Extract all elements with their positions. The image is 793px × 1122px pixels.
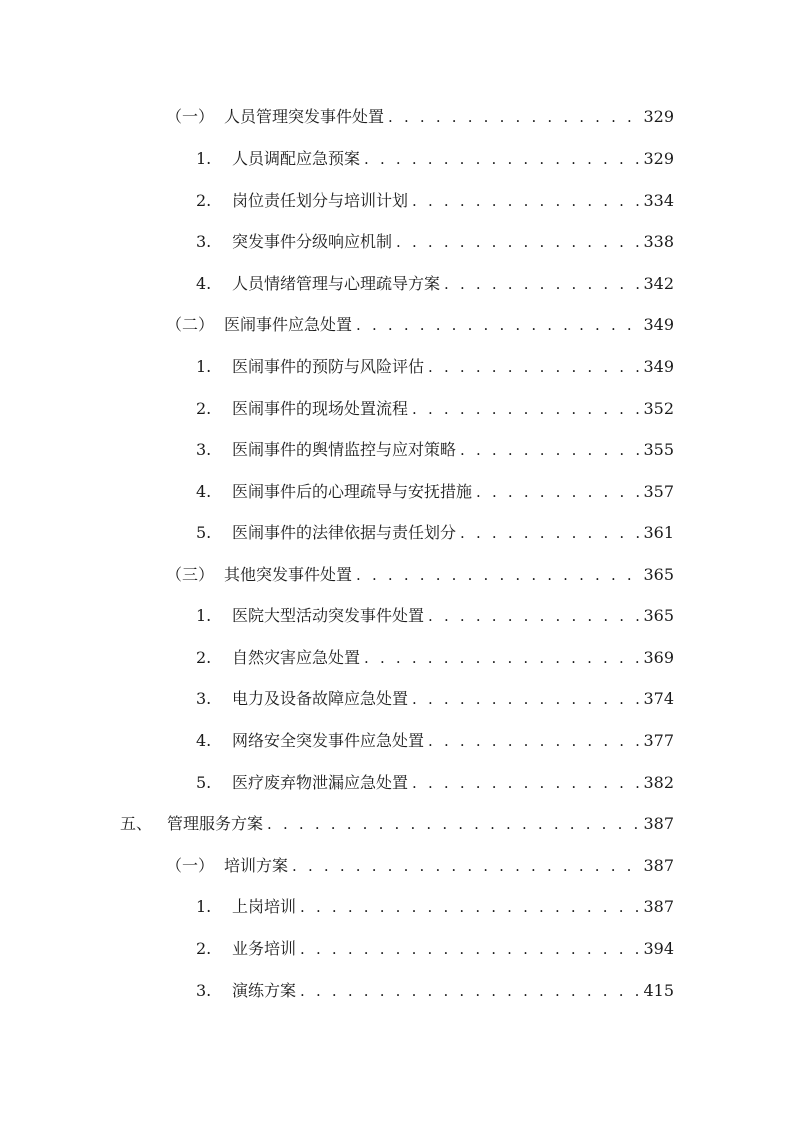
toc-entry-page: 415 [643, 981, 674, 1000]
toc-entry[interactable] [166, 313, 674, 337]
toc-entry[interactable] [196, 355, 674, 379]
toc-entry-number: 4. [196, 482, 212, 501]
toc-entry-title: 医闹事件的舆情监控与应对策略 [232, 440, 457, 459]
toc-dot-leader [300, 979, 639, 1003]
toc-entry[interactable] [196, 771, 674, 795]
toc-entry-page: 338 [643, 232, 674, 251]
toc-entry-number: （一） [166, 856, 215, 875]
toc-dot-leader [412, 397, 639, 421]
toc-entry[interactable] [196, 895, 674, 919]
toc-entry-number: 1. [196, 149, 212, 168]
toc-entry-title: 岗位责任划分与培训计划 [232, 191, 409, 210]
toc-entry-number: 五、 [120, 814, 153, 833]
toc-entry-title: 自然灾害应急处置 [232, 648, 361, 667]
toc-entry-number: 2. [196, 648, 212, 667]
toc-entry-number: 1. [196, 606, 212, 625]
toc-entry-title: 医闹事件应急处置 [224, 315, 353, 334]
toc-entry[interactable] [196, 979, 674, 1003]
toc-entry-page: 387 [643, 897, 674, 916]
toc-entry-number: 3. [196, 232, 212, 251]
toc-dot-leader [412, 771, 639, 795]
toc-entry-page: 361 [643, 523, 674, 542]
toc-entry[interactable] [196, 147, 674, 171]
toc-dot-leader [460, 438, 639, 462]
toc-dot-leader [428, 729, 639, 753]
toc-dot-leader [300, 895, 639, 919]
toc-entry-page: 394 [643, 939, 674, 958]
toc-entry-number: 5. [196, 523, 212, 542]
toc-entry-page: 377 [643, 731, 674, 750]
toc-entry-title: 人员管理突发事件处置 [224, 107, 385, 126]
toc-entry-title: 医闹事件的预防与风险评估 [232, 357, 425, 376]
toc-entry-title: 人员情绪管理与心理疏导方案 [232, 274, 441, 293]
toc-dot-leader [412, 687, 639, 711]
toc-entry[interactable] [120, 812, 674, 836]
toc-dot-leader [364, 147, 639, 171]
toc-entry-title: 电力及设备故障应急处置 [232, 689, 409, 708]
toc-entry[interactable] [196, 729, 674, 753]
toc-entry-page: 357 [643, 482, 674, 501]
toc-entry-number: 2. [196, 191, 212, 210]
toc-entry[interactable] [196, 480, 674, 504]
toc-entry-page: 374 [643, 689, 674, 708]
toc-entry-number: 1. [196, 357, 212, 376]
toc-entry-number: 3. [196, 689, 212, 708]
toc-entry-page: 329 [643, 149, 674, 168]
toc-entry-title: 培训方案 [224, 856, 289, 875]
toc-dot-leader [300, 937, 639, 961]
toc-entry-page: 387 [643, 856, 674, 875]
toc-entry-number: 3. [196, 981, 212, 1000]
toc-entry-page: 387 [643, 814, 674, 833]
toc-entry-number: 2. [196, 939, 212, 958]
toc-entry[interactable] [196, 687, 674, 711]
toc-entry-title: 业务培训 [232, 939, 297, 958]
toc-entry[interactable] [196, 438, 674, 462]
toc-dot-leader [292, 854, 639, 878]
toc-dot-leader [428, 355, 639, 379]
toc-entry-number: 1. [196, 897, 212, 916]
toc-dot-leader [444, 272, 639, 296]
toc-dot-leader [364, 646, 639, 670]
toc-entry-page: 369 [643, 648, 674, 667]
toc-entry[interactable] [196, 646, 674, 670]
toc-dot-leader [356, 313, 639, 337]
toc-dot-leader [388, 105, 639, 129]
toc-dot-leader [356, 563, 639, 587]
toc-entry[interactable] [196, 521, 674, 545]
toc-entry-title: 上岗培训 [232, 897, 297, 916]
toc-dot-leader [412, 189, 639, 213]
toc-entry-title: 医闹事件的法律依据与责任划分 [232, 523, 457, 542]
toc-entry-number: 5. [196, 773, 212, 792]
toc-entry-title: 医闹事件的现场处置流程 [232, 399, 409, 418]
toc-entry-title: 医院大型活动突发事件处置 [232, 606, 425, 625]
toc-entry-page: 349 [643, 357, 674, 376]
toc-entry-title: 管理服务方案 [167, 814, 264, 833]
toc-dot-leader [460, 521, 639, 545]
toc-entry[interactable] [166, 563, 674, 587]
toc-entry-page: 365 [643, 606, 674, 625]
toc-entry[interactable] [166, 105, 674, 129]
toc-entry-title: 演练方案 [232, 981, 297, 1000]
toc-dot-leader [396, 230, 639, 254]
toc-entry-page: 352 [643, 399, 674, 418]
toc-entry-number: 3. [196, 440, 212, 459]
toc-entry[interactable] [196, 189, 674, 213]
toc-entry-page: 382 [643, 773, 674, 792]
toc-entry-title: 人员调配应急预案 [232, 149, 361, 168]
toc-entry[interactable] [196, 397, 674, 421]
toc-entry[interactable] [166, 854, 674, 878]
toc-entry-page: 342 [643, 274, 674, 293]
toc-entry-page: 349 [643, 315, 674, 334]
toc-entry-page: 329 [643, 107, 674, 126]
toc-entry-number: 4. [196, 274, 212, 293]
toc-entry-number: 4. [196, 731, 212, 750]
toc-entry[interactable] [196, 604, 674, 628]
toc-entry-title: 网络安全突发事件应急处置 [232, 731, 425, 750]
toc-entry-title: 医闹事件后的心理疏导与安抚措施 [232, 482, 473, 501]
toc-entry[interactable] [196, 272, 674, 296]
toc-entry[interactable] [196, 230, 674, 254]
toc-entry-title: 医疗废弃物泄漏应急处置 [232, 773, 409, 792]
toc-entry-number: （三） [166, 565, 215, 584]
toc-dot-leader [428, 604, 639, 628]
toc-entry-title: 其他突发事件处置 [224, 565, 353, 584]
toc-entry-number: （二） [166, 315, 215, 334]
toc-entry-page: 334 [643, 191, 674, 210]
toc-dot-leader [476, 480, 639, 504]
toc-entry-title: 突发事件分级响应机制 [232, 232, 393, 251]
toc-entry-number: （一） [166, 107, 215, 126]
toc-entry[interactable] [196, 937, 674, 961]
toc-entry-page: 365 [643, 565, 674, 584]
toc-entry-page: 355 [643, 440, 674, 459]
toc-entry-number: 2. [196, 399, 212, 418]
toc-dot-leader [267, 812, 639, 836]
